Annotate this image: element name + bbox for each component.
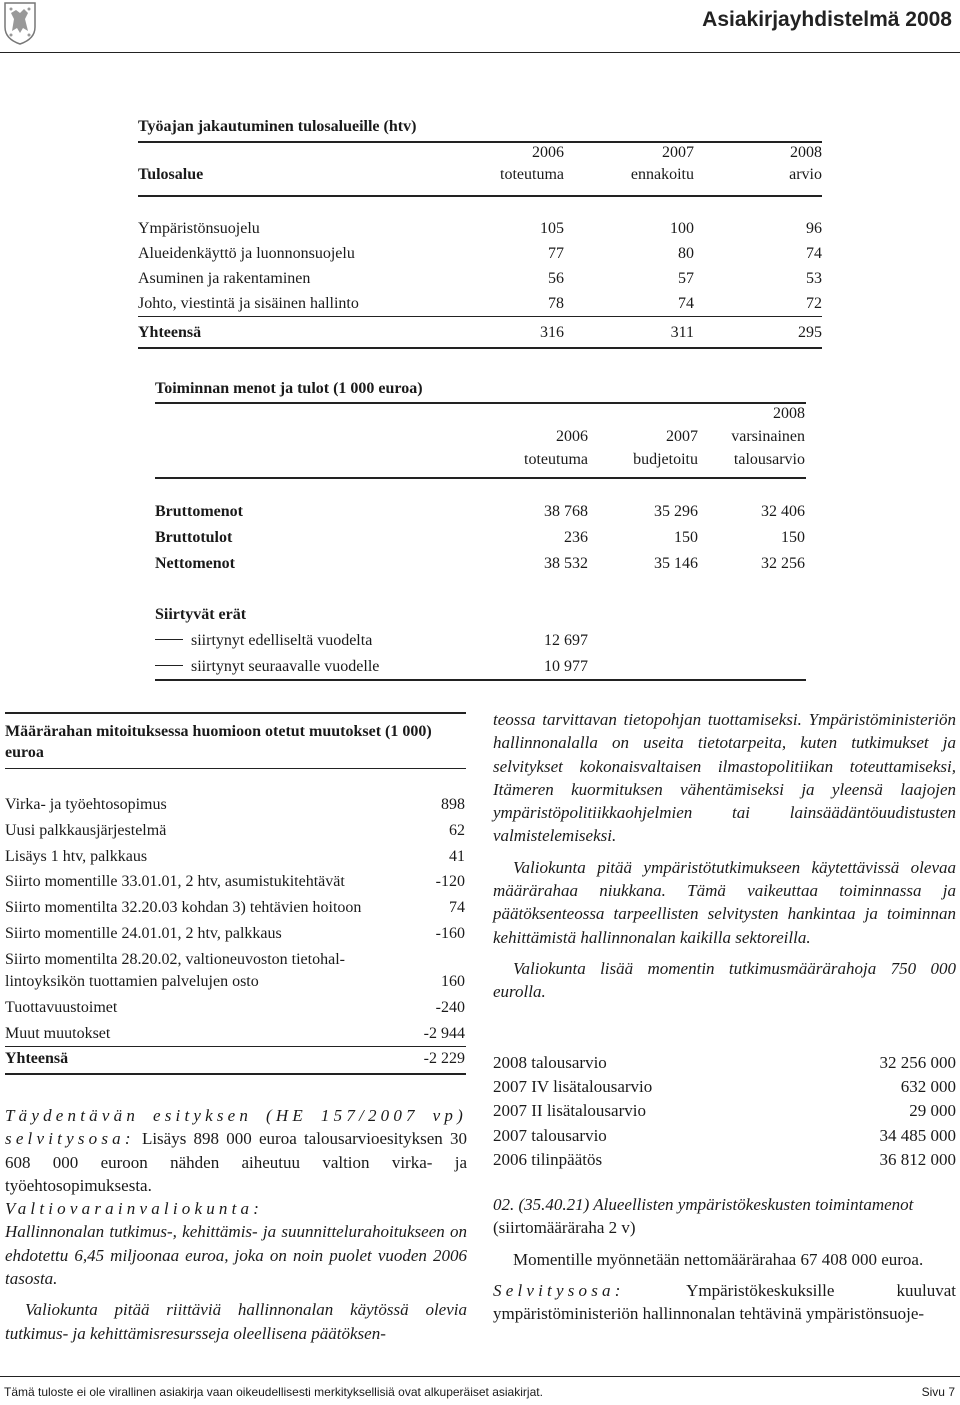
paragraph-text: Valiokunta pitää riittäviä hallinnonalan käytössä olevia tutkimus- ja kehittämisresursseja oleellisena päätöksen-	[5, 1300, 467, 1343]
table-cell: 62	[449, 822, 465, 839]
table-row: Johto, viestintä ja sisäinen hallinto	[138, 295, 359, 312]
paragraph-text: Ympäristökeskuksille kuuluvat ympäristöministeriön hallinnonalan tehtävinä ympäristönsuoje-	[493, 1280, 956, 1324]
table2-bottom-rule	[155, 679, 806, 681]
spaced-heading: Täydentävän esityksen (HE 157/2007 vp) selvitysosa:	[5, 1106, 467, 1149]
table-cell: 96	[806, 220, 822, 237]
table-row: 2007 II lisätalousarvio	[493, 1101, 646, 1120]
table-cell: 72	[806, 295, 822, 312]
table-cell: -2 229	[423, 1050, 465, 1067]
table-row	[155, 632, 372, 650]
table1-col3-sub: arvio	[789, 166, 822, 183]
coat-of-arms-icon	[3, 1, 37, 45]
table-row: Ympäristönsuojelu	[138, 220, 260, 237]
table1-col2-sub: ennakoitu	[630, 166, 694, 183]
table-cell: 74	[678, 295, 694, 312]
left-table-title: Määrärahan mitoituksessa huomioon otetut muutokset (1 000) euroa	[5, 723, 432, 761]
paragraph	[493, 1279, 956, 1326]
table-cell: 35 296	[654, 503, 698, 520]
table1-col-label: Tulosalue	[138, 166, 204, 183]
table2-col1-sub: toteutuma	[524, 451, 588, 468]
left-table-bottom-rule	[5, 1073, 466, 1075]
table1-total-rule	[138, 316, 822, 317]
table-row: Virka- ja työehtosopimus	[5, 796, 167, 813]
table-cell: 10 977	[544, 658, 588, 675]
table-row: lintoyksikön tuottamien palvelujen osto	[5, 973, 259, 990]
paragraph	[5, 1298, 467, 1345]
paragraph: Valiokunta pitää ympäristötutkimukseen käytettävissä olevaa määrärahaa niukkana. Tämä vaikeuttaa toiminnassa ja päätöksenteossa tarpeellisten selvitysten hankintaa ja toiminnan kehittämistä hallinnonalan kaikilla sektoreilla.	[493, 857, 956, 947]
table2-title: Toiminnan menot ja tulot (1 000 euroa)	[155, 380, 423, 397]
table-row: Nettomenot	[155, 555, 235, 572]
table-row: Asuminen ja rakentaminen	[138, 270, 311, 287]
siirtyvat-label: siirtynyt seuraavalle vuodelle	[191, 658, 380, 675]
right-body-text-2	[493, 1193, 956, 1325]
table-cell: 29 000	[909, 1101, 956, 1120]
heading-rest: (siirtomääräraha 2 v)	[493, 1218, 636, 1238]
table1-col2-year: 2007	[662, 144, 694, 161]
table1-col1-sub: toteutuma	[500, 166, 564, 183]
table-cell: 150	[781, 529, 805, 546]
table1-header-rule	[138, 195, 822, 197]
table-cell: 80	[678, 245, 694, 262]
table2-col3-l1: 2008	[773, 405, 805, 422]
left-table-header-rule	[5, 768, 466, 769]
header-divider	[0, 52, 960, 53]
table-row: Siirto momentille 24.01.01, 2 htv, palkkaus	[5, 925, 282, 942]
table-cell: 316	[540, 324, 564, 341]
table1-col1-year: 2006	[532, 144, 564, 161]
table2-col2-year: 2007	[666, 428, 698, 445]
table2-col2-sub: budjetoitu	[633, 451, 698, 468]
table-row: Siirto momentille 33.01.01, 2 htv, asumistukitehtävät	[5, 873, 345, 890]
table-cell: 311	[670, 324, 694, 341]
table-cell: -2 944	[423, 1025, 465, 1042]
table-cell: 32 256	[761, 555, 805, 572]
table-cell: 77	[548, 245, 564, 262]
dash-mark	[155, 639, 183, 640]
table-cell: 53	[806, 270, 822, 287]
table-cell: 36 812 000	[879, 1150, 956, 1169]
table2-header-rule	[155, 477, 806, 479]
table-row: Uusi palkkausjärjestelmä	[5, 822, 167, 839]
table-row	[155, 658, 379, 676]
left-table-total-rule	[5, 1046, 466, 1047]
table-row: Bruttomenot	[155, 503, 243, 520]
paragraph: Momentille myönnetään nettomäärärahaa 67 408 000 euroa.	[513, 1249, 924, 1269]
table-row: Siirto momentilta 32.20.03 kohdan 3) tehtävien hoitoon	[5, 899, 362, 916]
table2-col3-sub: talousarvio	[733, 451, 805, 468]
table-row: 2006 tilinpäätös	[493, 1150, 603, 1169]
table2-top-rule	[155, 402, 806, 404]
table1-title: Työajan jakautuminen tulosalueille (htv)	[138, 118, 417, 135]
table2-col3-l2: varsinainen	[731, 428, 805, 445]
table-cell: 74	[806, 245, 822, 262]
section-heading	[493, 1193, 956, 1240]
table-cell: -120	[435, 873, 465, 890]
table-cell: 57	[678, 270, 694, 287]
paragraph: Valiokunta lisää momentin tutkimusmäärärahoja 750 000 eurolla.	[493, 958, 956, 1002]
left-table-total-label: Yhteensä	[5, 1050, 69, 1067]
page-number: Sivu 7	[921, 1385, 955, 1399]
paragraph-text: Lisäys 898 000 euroa talousarvioesityksen 30 608 000 euroon nähden aiheutuu valtion virka- ja työehtosopimuksesta.	[5, 1129, 467, 1195]
table-cell: 236	[564, 529, 588, 546]
table-cell: 632 000	[900, 1077, 956, 1096]
document-title: Asiakirjayhdistelmä 2008	[702, 8, 952, 31]
table-cell: 74	[449, 899, 465, 916]
right-body-text	[493, 708, 956, 1004]
table-row: Siirto momentilta 28.20.02, valtioneuvoston tietohal-	[5, 951, 345, 968]
table-cell: 38 532	[544, 555, 588, 572]
table-cell: 38 768	[544, 503, 588, 520]
footer-disclaimer: Tämä tuloste ei ole virallinen asiakirja vaan oikeudellisesti merkityksellisiä ovat alkuperäiset asiakirjat.	[4, 1385, 543, 1399]
table-cell: -240	[435, 999, 465, 1016]
table-cell: 41	[449, 848, 465, 865]
table-cell: 100	[670, 220, 694, 237]
table-cell: 295	[798, 324, 822, 341]
left-body-text	[5, 1104, 467, 1345]
table-row: Tuottavuustoimet	[5, 999, 118, 1016]
table-cell: 34 485 000	[879, 1126, 956, 1145]
paragraph: teossa tarvittavan tietopohjan tuottamiseksi. Ympäristöministeriön hallinnonalalla on useita tietotarpeita, kuten tutkimukset ja selvitykset kokonaisvaltaisen ilmastopolitiikan toteuttamiseksi, Itämeren kuormituksen vähentämiseksi ja yleensä laajojen ympäristöpolitiikkaohjelmien tai lainsäädäntöuudistusten valmistelemiseksi.	[493, 710, 956, 846]
spaced-heading: Valtiovarainvaliokunta:	[5, 1199, 264, 1219]
table-row: Alueidenkäyttö ja luonnonsuojelu	[138, 245, 355, 262]
footer-divider	[0, 1376, 960, 1377]
paragraph	[5, 1197, 467, 1290]
dash-mark	[155, 665, 183, 666]
table-row: Muut muutokset	[5, 1025, 111, 1042]
table-cell: 56	[548, 270, 564, 287]
table-cell: 150	[674, 529, 698, 546]
table1-total-label: Yhteensä	[138, 324, 202, 341]
table-cell: 32 256 000	[879, 1053, 956, 1072]
table-cell: 78	[548, 295, 564, 312]
table-row: 2007 talousarvio	[493, 1126, 607, 1145]
table-row: Lisäys 1 htv, palkkaus	[5, 848, 148, 865]
table-cell: 12 697	[544, 632, 588, 649]
table-cell: -160	[435, 925, 465, 942]
siirtyvat-title: Siirtyvät erät	[155, 606, 247, 623]
table-row: Bruttotulot	[155, 529, 233, 546]
table1-top-rule	[138, 141, 822, 143]
spaced-heading: Selvitysosa:	[493, 1280, 625, 1300]
paragraph	[5, 1104, 467, 1197]
table1-bottom-rule	[138, 347, 822, 349]
heading-italic: 02. (35.40.21) Alueellisten ympäristökeskusten toimintamenot	[493, 1195, 914, 1214]
siirtyvat-label: siirtynyt edelliseltä vuodelta	[191, 632, 373, 649]
table1-col3-year: 2008	[790, 144, 822, 161]
paragraph-text: Hallinnonalan tutkimus-, kehittämis- ja suunnittelurahoitukseen on ehdotettu 6,45 miljoonaa euroa, joka on noin puolet vuoden 2006 tasosta.	[5, 1222, 467, 1289]
table2-col1-year: 2006	[556, 428, 588, 445]
table-cell: 898	[441, 796, 465, 813]
table-row: 2008 talousarvio	[493, 1053, 607, 1072]
table-cell: 35 146	[654, 555, 698, 572]
table-cell: 105	[540, 220, 564, 237]
table-cell: 160	[441, 973, 465, 990]
left-table-top-rule	[5, 712, 466, 714]
table-row: 2007 IV lisätalousarvio	[493, 1077, 653, 1096]
table-cell: 32 406	[761, 503, 805, 520]
